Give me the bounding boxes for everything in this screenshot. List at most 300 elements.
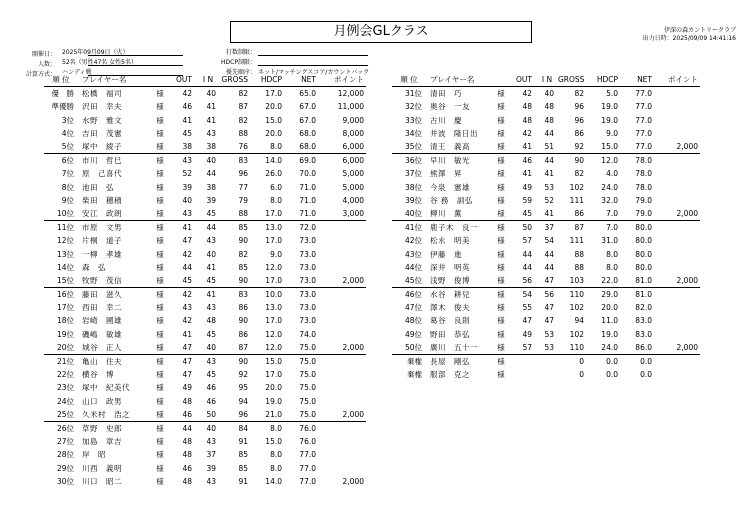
point-value: [320, 435, 366, 448]
hdcp-value: 11.0: [601, 316, 618, 326]
col-gross: GROSS: [220, 73, 252, 87]
rank-cell: 24位: [56, 396, 74, 406]
in-score: 43: [206, 303, 216, 313]
gross-score: 87: [238, 102, 248, 112]
out-score: 41: [182, 115, 192, 125]
in-score: 41: [206, 262, 216, 272]
in-score: 38: [206, 142, 216, 152]
net-score: 80.0: [635, 262, 652, 272]
honorific: 様: [497, 102, 505, 112]
hdcp-value: 8.0: [270, 142, 282, 152]
point-value: [320, 395, 366, 408]
net-score: 73.0: [299, 236, 316, 246]
honorific: 様: [497, 182, 505, 192]
point-value: 5,000: [342, 182, 364, 192]
underline: [258, 55, 368, 56]
out-score: 45: [182, 275, 192, 285]
rank-cell: 43位: [404, 249, 422, 259]
player-name: 松橋 福司: [82, 89, 122, 99]
out-score: 41: [522, 142, 532, 152]
point-value: [320, 301, 366, 314]
honorific: 様: [497, 303, 505, 313]
point-value: [320, 288, 366, 302]
net-score: 79.0: [635, 208, 652, 218]
table-row: [392, 87, 700, 101]
table-row: [392, 207, 700, 221]
table-row: [392, 274, 700, 288]
col-point: ポイント: [320, 73, 366, 87]
point-value: [320, 247, 366, 260]
table-row: [44, 408, 366, 422]
col-in: I N: [196, 73, 220, 87]
out-score: 42: [522, 128, 532, 138]
table-row: [44, 100, 366, 113]
player-name: 市川 哲巳: [78, 154, 150, 168]
honorific: 様: [156, 370, 164, 380]
honorific: 様: [156, 396, 164, 406]
player-name: 奥谷 一友: [430, 102, 470, 112]
point-value: [656, 261, 700, 274]
hdcp-value: 8.0: [270, 195, 282, 205]
table-row: [44, 274, 366, 288]
rank-cell: 10位: [56, 208, 74, 218]
in-score: 39: [206, 463, 216, 473]
in-score: 52: [544, 195, 554, 205]
point-value: [320, 261, 366, 274]
hdcp-value: 0.0: [606, 370, 618, 380]
page-title: 月例会GLクラス: [230, 21, 532, 43]
out-score: 41: [522, 169, 532, 179]
out-score: 47: [522, 316, 532, 326]
hdcp-value: 14.0: [252, 154, 286, 168]
player-name: 井波 隆日出: [430, 128, 478, 138]
rank-cell: 23位: [56, 383, 74, 393]
player-name: 古川 慶: [430, 115, 462, 125]
honorific: 様: [156, 195, 164, 205]
out-score: 42: [182, 316, 192, 326]
in-score: 43: [206, 236, 216, 246]
point-value: [656, 368, 700, 381]
player-name: 水野 雅文: [82, 115, 122, 125]
point-value: 2,000: [676, 342, 698, 352]
table-row: [44, 475, 366, 488]
point-value: [320, 421, 366, 435]
col-name: プレイヤー名: [78, 73, 150, 87]
hdcp-value: 15.0: [265, 115, 282, 125]
gross-score: 83: [220, 154, 252, 168]
player-name: 松永 明美: [430, 236, 470, 246]
in-score: 44: [196, 221, 220, 235]
out-score: 59: [522, 195, 532, 205]
info-label: HDCP制限：: [221, 59, 256, 66]
table-row: [392, 288, 700, 302]
gross-score: 86: [574, 128, 584, 138]
gross-score: 85: [220, 221, 252, 235]
col-name: プレイヤー名: [426, 73, 490, 87]
point-value: 6,000: [342, 142, 364, 152]
col-out: OUT: [170, 73, 196, 87]
info-label: 計算方式：: [25, 71, 56, 78]
out-score: 38: [182, 142, 192, 152]
player-name: 横谷 博: [82, 370, 114, 380]
player-name: 鹿子木 良一: [426, 221, 490, 235]
table-row: [44, 381, 366, 394]
point-value: 12,000: [337, 89, 364, 99]
table-row: [392, 181, 700, 194]
hdcp-value: 12.0: [588, 154, 622, 168]
gross-score: 111: [569, 195, 584, 205]
net-score: 80.0: [622, 221, 656, 235]
point-value: 5,000: [342, 169, 364, 179]
out-score: 48: [182, 437, 192, 447]
player-name: 沢田 幸夫: [82, 102, 122, 112]
in-score: 38: [206, 182, 216, 192]
net-score: 75.0: [299, 409, 316, 419]
rank-cell: 19位: [56, 329, 74, 339]
out-score: 44: [522, 249, 532, 259]
hdcp-value: 17.0: [265, 370, 282, 380]
gross-score: 102: [569, 303, 584, 313]
out-score: 45: [182, 128, 192, 138]
rank-cell: 30位: [56, 476, 74, 486]
out-score: 39: [182, 182, 192, 192]
hdcp-value: 20.0: [265, 383, 282, 393]
hdcp-value: 15.0: [601, 142, 618, 152]
table-row: [44, 395, 366, 408]
hdcp-value: 0.0: [588, 354, 622, 368]
gross-score: 0: [579, 370, 584, 380]
honorific: 様: [497, 128, 505, 138]
in-score: 51: [544, 142, 554, 152]
point-value: [656, 100, 700, 113]
point-value: 4,000: [342, 195, 364, 205]
player-name: 牧野 茂信: [82, 275, 122, 285]
col-rank: 順 位: [44, 73, 78, 87]
print-date: 出力日時：2025/09/09 14:41:16: [642, 35, 736, 42]
table-row: [392, 328, 700, 341]
gross-score: 85: [238, 450, 248, 460]
underline: [88, 65, 183, 66]
table-row: [44, 328, 366, 341]
player-name: 市原 文男: [78, 221, 150, 235]
gross-score: 110: [569, 342, 584, 352]
in-score: 50: [206, 409, 216, 419]
underline: [258, 65, 368, 66]
gross-score: 82: [238, 249, 248, 259]
in-score: 41: [196, 288, 220, 302]
net-score: 75.0: [299, 370, 316, 380]
out-score: 43: [182, 208, 192, 218]
point-value: [320, 221, 366, 235]
table-row: [44, 154, 366, 168]
rank-cell: 21位: [44, 354, 78, 368]
net-score: 77.0: [635, 115, 652, 125]
point-value: [656, 247, 700, 260]
gross-score: 96: [238, 169, 248, 179]
table-row: [44, 288, 366, 302]
out-score: 57: [522, 236, 532, 246]
out-score: 48: [182, 396, 192, 406]
hdcp-value: 29.0: [588, 288, 622, 302]
player-name: 一柳 孝雄: [82, 249, 122, 259]
table-row: [44, 354, 366, 368]
honorific: 様: [156, 142, 164, 152]
in-score: 43: [196, 354, 220, 368]
player-name: 服部 克之: [430, 370, 470, 380]
out-score: 41: [182, 329, 192, 339]
hdcp-value: 24.0: [601, 342, 618, 352]
honorific: 様: [156, 303, 164, 313]
player-name: 久米村 浩之: [82, 409, 130, 419]
col-sama: [150, 73, 170, 87]
player-name: 山口 政男: [82, 396, 122, 406]
rank-cell: 優 勝: [51, 89, 74, 99]
point-value: 2,000: [676, 275, 698, 285]
hdcp-value: 8.0: [606, 262, 618, 272]
table-row: [44, 461, 366, 474]
hdcp-value: 15.0: [252, 354, 286, 368]
in-score: 44: [536, 154, 558, 168]
out-score: 45: [522, 208, 532, 218]
results-table-left: [44, 73, 366, 488]
honorific: 様: [497, 169, 505, 179]
out-score: 46: [182, 463, 192, 473]
net-score: 86.0: [635, 342, 652, 352]
out-score: 48: [182, 476, 192, 486]
honorific: 様: [156, 463, 164, 473]
table-row: [392, 167, 700, 180]
in-score: 44: [544, 262, 554, 272]
point-value: 6,000: [320, 154, 366, 168]
table-row: [44, 368, 366, 381]
honorific: 様: [497, 208, 505, 218]
player-name: 川西 義明: [82, 463, 122, 473]
in-score: 54: [544, 236, 554, 246]
player-name: 清田 巧: [430, 89, 462, 99]
honorific: 様: [156, 329, 164, 339]
rank-cell: 18位: [56, 316, 74, 326]
honorific: 様: [156, 182, 164, 192]
underline: [88, 55, 183, 56]
hdcp-value: 24.0: [601, 182, 618, 192]
rank-cell: 16位: [44, 288, 78, 302]
table-row: [44, 301, 366, 314]
gross-score: 87: [238, 342, 248, 352]
point-value: 2,000: [676, 208, 698, 218]
gross-score: 90: [238, 236, 248, 246]
point-value: 2,000: [342, 476, 364, 486]
out-score: 46: [182, 409, 192, 419]
net-score: 77.0: [635, 142, 652, 152]
net-score: 77.0: [299, 476, 316, 486]
in-score: 46: [206, 383, 216, 393]
in-score: 41: [544, 208, 554, 218]
honorific: 様: [150, 354, 170, 368]
out-score: 57: [522, 342, 532, 352]
player-name: 柳川 薫: [430, 208, 462, 218]
gross-score: 84: [220, 421, 252, 435]
rank-cell: 38位: [404, 182, 422, 192]
rank-cell: 31位: [404, 89, 422, 99]
net-score: 79.0: [635, 195, 652, 205]
honorific: 様: [156, 169, 164, 179]
player-name: 森 弘: [82, 262, 106, 272]
hdcp-value: 12.0: [265, 329, 282, 339]
col-hdcp: HDCP: [588, 73, 622, 87]
net-score: 75.0: [286, 354, 320, 368]
in-score: 53: [544, 329, 554, 339]
club-name: 伊深の森カントリークラブ: [663, 27, 736, 34]
rank-cell: 6位: [44, 154, 78, 168]
gross-score: 91: [238, 476, 248, 486]
point-value: [656, 288, 700, 302]
gross-score: 0: [558, 354, 588, 368]
hdcp-value: 7.0: [588, 221, 622, 235]
in-score: 43: [206, 476, 216, 486]
in-score: [536, 368, 558, 381]
player-name: 早川 敏光: [426, 154, 490, 168]
table-row: [44, 247, 366, 260]
point-value: 2,000: [342, 409, 364, 419]
out-score: [512, 368, 536, 381]
col-net: NET: [286, 73, 320, 87]
player-name: 亀山 住夫: [78, 354, 150, 368]
honorific: 様: [156, 437, 164, 447]
net-score: 65.0: [299, 89, 316, 99]
net-score: 82.0: [635, 303, 652, 313]
hdcp-value: 6.0: [270, 182, 282, 192]
hdcp-value: 26.0: [265, 169, 282, 179]
rank-cell: 27位: [56, 437, 74, 447]
table-row: [392, 154, 700, 168]
rank-cell: 41位: [392, 221, 426, 235]
point-value: [656, 328, 700, 341]
hdcp-value: 8.0: [252, 421, 286, 435]
honorific: 様: [156, 262, 164, 272]
col-point: ポイント: [656, 73, 700, 87]
hdcp-value: 19.0: [601, 115, 618, 125]
rank-cell: 42位: [404, 236, 422, 246]
table-row: [392, 247, 700, 260]
info-label: 人数：: [37, 61, 56, 68]
gross-score: 85: [238, 463, 248, 473]
rank-cell: 49位: [404, 329, 422, 339]
table-row: [44, 194, 366, 207]
info-value: ハンディ戦: [62, 69, 92, 76]
rank-cell: 34位: [404, 128, 422, 138]
in-score: 37: [536, 221, 558, 235]
hdcp-value: 9.0: [270, 249, 282, 259]
hdcp-value: 19.0: [601, 102, 618, 112]
honorific: 様: [150, 221, 170, 235]
out-score: [512, 354, 536, 368]
gross-score: 94: [238, 396, 248, 406]
out-score: 44: [170, 421, 196, 435]
net-score: 67.0: [299, 102, 316, 112]
in-score: 37: [206, 450, 216, 460]
gross-score: 88: [574, 249, 584, 259]
point-value: [656, 221, 700, 235]
gross-score: 91: [238, 437, 248, 447]
in-score: 47: [544, 275, 554, 285]
net-score: 76.0: [299, 437, 316, 447]
in-score: 40: [544, 89, 554, 99]
honorific: 様: [150, 154, 170, 168]
rank-cell: 26位: [44, 421, 78, 435]
net-score: 77.0: [299, 450, 316, 460]
net-score: 80.0: [635, 249, 652, 259]
gross-score: 90: [220, 354, 252, 368]
point-value: 2,000: [342, 275, 364, 285]
rank-cell: 棄権: [392, 354, 426, 368]
table-row: [392, 354, 700, 368]
rank-cell: 20位: [56, 342, 74, 352]
in-score: 46: [206, 396, 216, 406]
info-label: 優先順序：: [225, 69, 256, 76]
in-score: 48: [544, 115, 554, 125]
rank-cell: 9位: [61, 195, 74, 205]
col-out: OUT: [512, 73, 536, 87]
hdcp-value: 17.0: [265, 208, 282, 218]
point-value: [320, 461, 366, 474]
in-score: 45: [206, 370, 216, 380]
net-score: 73.0: [299, 316, 316, 326]
out-score: 47: [182, 342, 192, 352]
player-name: 池田 弘: [82, 182, 114, 192]
player-name: 野田 恭弘: [430, 329, 470, 339]
player-name: 加島 章吉: [82, 437, 122, 447]
player-name: 西田 幸二: [82, 303, 122, 313]
hdcp-value: 14.0: [265, 476, 282, 486]
table-row: [44, 448, 366, 461]
hdcp-value: 19.0: [601, 329, 618, 339]
table-row: [392, 194, 700, 207]
in-score: 40: [196, 421, 220, 435]
table-row: [44, 421, 366, 435]
out-score: 44: [522, 262, 532, 272]
net-score: 69.0: [286, 154, 320, 168]
net-score: 74.0: [299, 329, 316, 339]
gross-score: 83: [220, 288, 252, 302]
net-score: 73.0: [299, 249, 316, 259]
gross-score: 92: [238, 370, 248, 380]
out-score: 52: [182, 169, 192, 179]
hdcp-value: 8.0: [606, 249, 618, 259]
results-table-right: [392, 73, 700, 381]
point-value: [320, 448, 366, 461]
in-score: 45: [206, 208, 216, 218]
rank-cell: 14位: [56, 262, 74, 272]
gross-score: 102: [569, 182, 584, 192]
net-score: 67.0: [299, 115, 316, 125]
table-row: [44, 127, 366, 140]
table-row: [44, 167, 366, 180]
in-score: 40: [196, 154, 220, 168]
net-score: 83.0: [635, 329, 652, 339]
rank-cell: 36位: [392, 154, 426, 168]
honorific: 様: [497, 316, 505, 326]
table-row: [44, 234, 366, 247]
rank-cell: 準優勝: [51, 102, 74, 112]
rank-cell: 棄権: [407, 370, 422, 380]
rank-cell: 47位: [404, 303, 422, 313]
in-score: 45: [206, 275, 216, 285]
rank-cell: 22位: [56, 370, 74, 380]
player-name: 深井 明英: [430, 262, 470, 272]
col-rank: 順 位: [392, 73, 426, 87]
honorific: 様: [497, 236, 505, 246]
net-score: 80.0: [635, 236, 652, 246]
